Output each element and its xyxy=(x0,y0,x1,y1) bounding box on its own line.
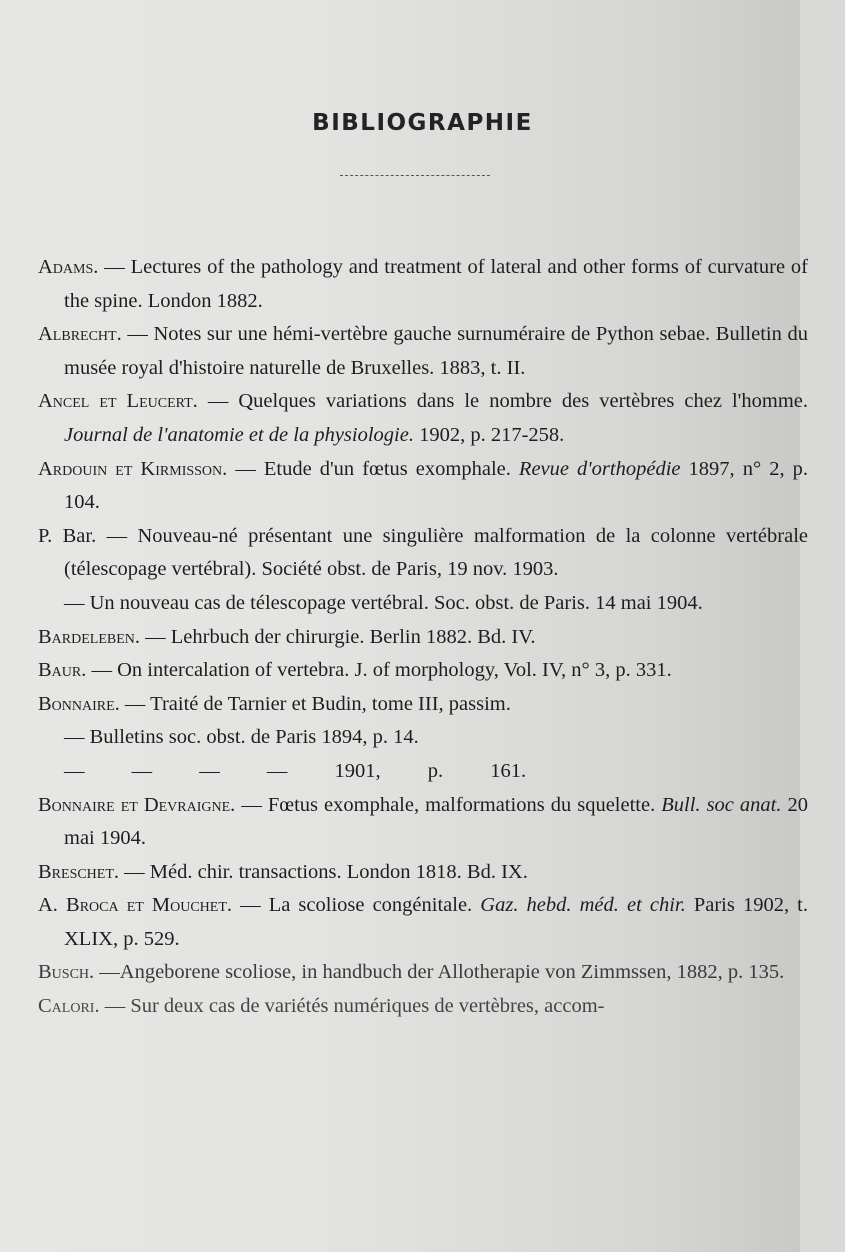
bib-tail: 1897, n° 2, p. 104. xyxy=(64,457,808,514)
bib-entry xyxy=(38,251,808,318)
bib-author: Ancel et Leucert. xyxy=(38,390,198,413)
bib-journal: Journal de l'anatomie et de la physiologie. xyxy=(64,423,414,446)
bib-author: Baur. xyxy=(38,659,87,682)
bib-text: — — — — 1901, p. 161. xyxy=(64,759,527,782)
bib-text: — Un nouveau cas de télescopage vertébral. Soc. obst. de Paris. 14 mai 1904. xyxy=(64,591,703,614)
bib-author: P. Bar. xyxy=(38,524,97,547)
bib-author: Albrecht. xyxy=(38,323,122,346)
title-rule xyxy=(340,175,490,176)
bib-text: — On intercalation of vertebra. J. of morphology, Vol. IV, n° 3, p. 331. xyxy=(86,659,672,682)
bib-entry xyxy=(38,453,808,520)
bib-entry xyxy=(38,856,808,890)
bib-text: — Méd. chir. transactions. London 1818. Bd. IX. xyxy=(119,860,528,883)
bib-entry xyxy=(38,755,808,789)
bib-text: — La scoliose congénitale. xyxy=(232,894,481,917)
bib-tail: Paris 1902, t. XLIX, p. 529. xyxy=(64,894,808,950)
bib-author: A. Broca et Mouchet. xyxy=(38,894,233,917)
bib-entry xyxy=(38,587,808,621)
bib-tail: 1902, p. 217-258. xyxy=(413,423,565,446)
page-title: BIBLIOGRAPHIE xyxy=(312,110,533,136)
bib-journal: Gaz. hebd. méd. et chir. xyxy=(480,894,686,917)
bib-entry xyxy=(38,789,808,856)
bib-entry xyxy=(38,520,808,587)
bib-author: Breschet. xyxy=(38,860,120,883)
bib-text: — Bulletins soc. obst. de Paris 1894, p. 14. xyxy=(64,726,419,749)
bib-entry xyxy=(38,889,808,956)
bib-author: Ardouin et Kirmisson. xyxy=(38,457,228,480)
bib-author: Bonnaire. xyxy=(38,692,120,715)
bib-journal: Bull. soc anat. xyxy=(661,793,782,816)
bib-entry xyxy=(38,385,808,452)
bib-text: — Quelques variations dans le nombre des vertèbres chez l'homme. xyxy=(197,390,808,413)
bib-entry xyxy=(38,990,808,1024)
bib-text: — Lehrbuch der chirurgie. Berlin 1882. Bd. IV. xyxy=(140,625,536,648)
bib-entry xyxy=(38,621,808,655)
bib-author: Bardeleben. xyxy=(38,625,141,648)
bib-journal: Revue d'orthopédie xyxy=(518,457,681,480)
bib-author: Adams. xyxy=(38,256,99,278)
bib-entry xyxy=(38,956,808,990)
bib-entry xyxy=(38,654,808,688)
bib-entry xyxy=(38,688,808,722)
bib-text: —Angeborene scoliose, in handbuch der Allotherapie von Zimmssen, 1882, p. 135. xyxy=(94,961,785,984)
bib-text: — Lectures of the pathology and treatment of lateral and other forms of curvature of the spine. London 1882. xyxy=(64,256,808,312)
bib-text: — Nouveau-né présentant une singulière malformation de la colonne vertébrale (télescopage vertébral). Société obst. de Paris, 19 nov. 1903. xyxy=(64,524,808,581)
bibliography-list xyxy=(38,251,808,1024)
bib-author: Bonnaire et Devraigne. xyxy=(38,793,236,816)
bib-text: — Traité de Tarnier et Budin, tome III, passim. xyxy=(119,692,511,715)
bib-tail: 20 mai 1904. xyxy=(64,793,809,850)
bib-entry xyxy=(38,318,808,385)
bib-author: Calori. xyxy=(38,995,100,1018)
bib-text: — Notes sur une hémi-vertèbre gauche surnuméraire de Python sebae. Bulletin du musée royal d'histoire naturelle de Bruxelles. 1883, t. II. xyxy=(64,323,808,379)
bib-text: — Etude d'un fœtus exomphale. xyxy=(227,457,519,480)
bib-author: Busch. xyxy=(38,961,95,984)
bib-text: — Sur deux cas de variétés numériques de vertèbres, accom- xyxy=(99,995,605,1018)
bib-entry xyxy=(38,721,808,755)
bib-text: — Fœtus exomphale, malformations du squelette. xyxy=(235,793,662,816)
